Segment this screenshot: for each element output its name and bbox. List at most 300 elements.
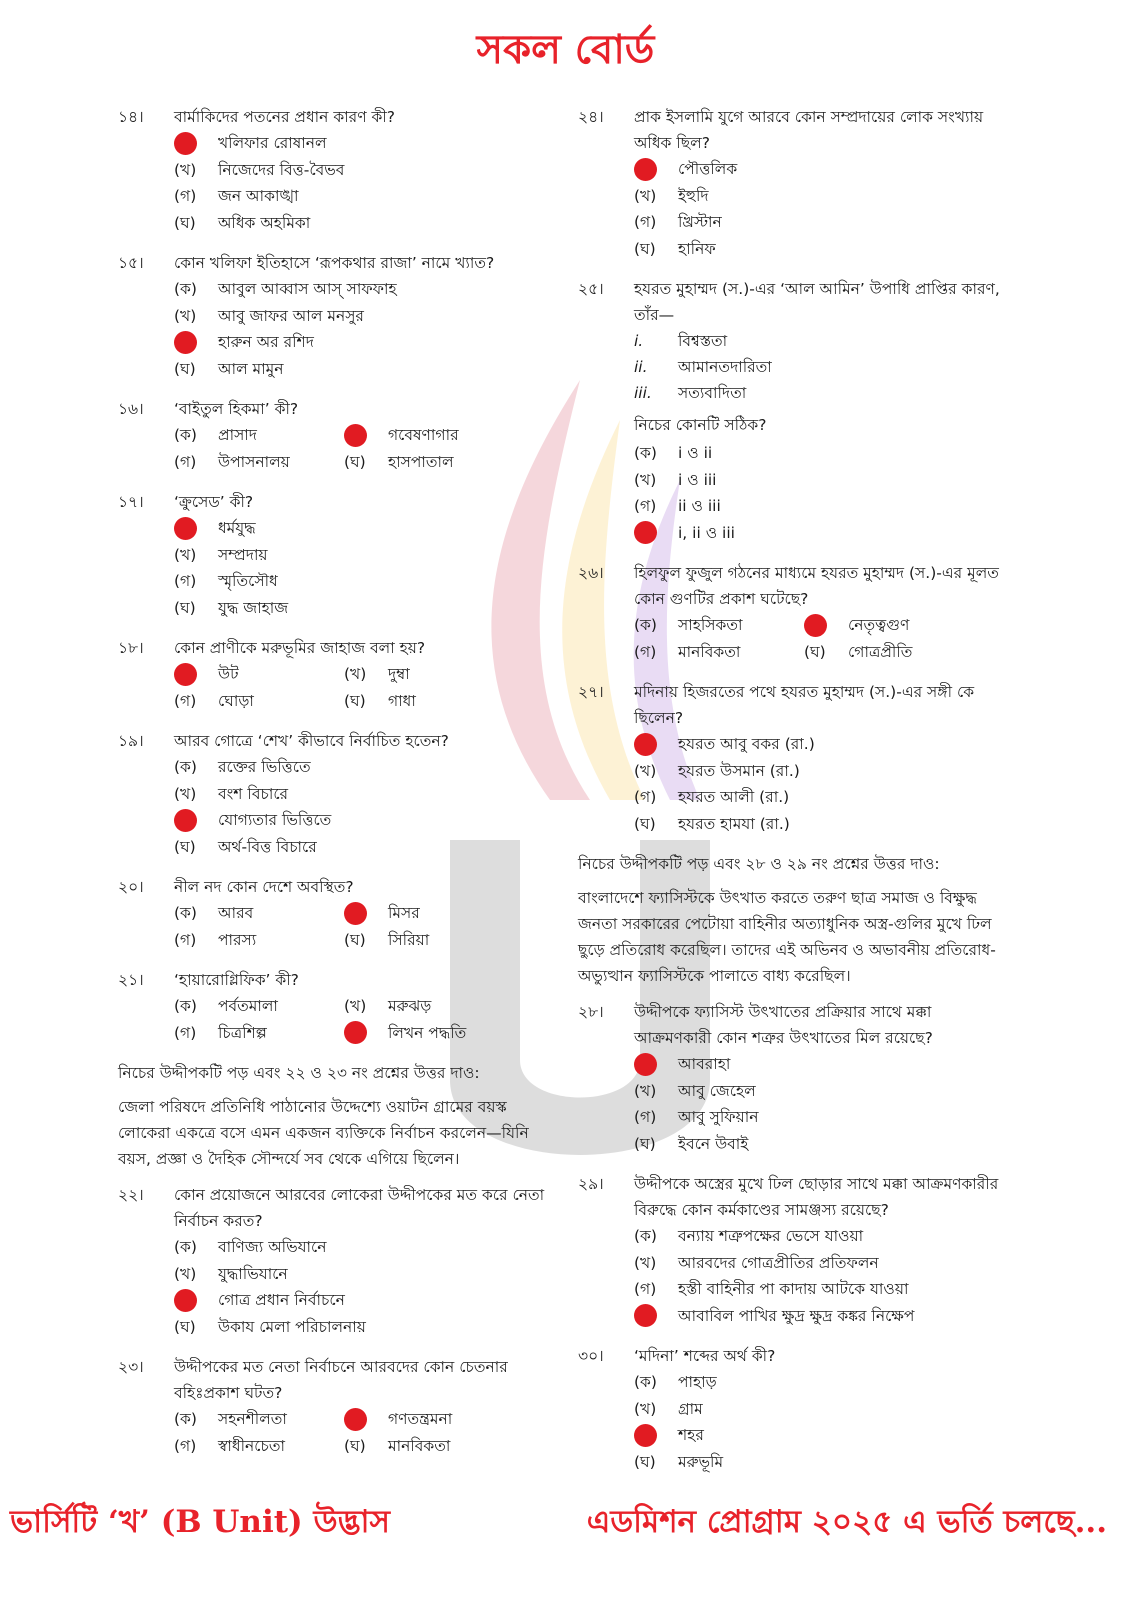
question-number: ২৩। (118, 1358, 144, 1376)
question-block (578, 104, 1008, 262)
question-number: ২৯। (578, 1175, 604, 1193)
question-header (578, 1343, 1008, 1369)
question-header (578, 679, 1008, 731)
option-label: (খ) (174, 306, 197, 325)
question-text: মদিনায় হিজরতের পথে হযরত মুহাম্মদ (স.)-এর সঙ্গী কে ছিলেন? (634, 683, 975, 727)
correct-answer-marker (174, 663, 197, 686)
footer-admission-label: এডমিশন প্রোগ্রাম ২০২৫ এ ভর্তি চলছে... (586, 1504, 1107, 1540)
answer-option[interactable] (634, 731, 1008, 758)
option-label: (খ) (174, 160, 197, 179)
option-label: (ক) (174, 997, 197, 1015)
question-block (118, 1354, 548, 1459)
answer-option[interactable] (174, 807, 548, 834)
question-number: ১৪। (118, 108, 144, 126)
option-label: (গ) (174, 691, 197, 710)
question-header (118, 396, 548, 422)
option-label: (ক) (174, 904, 197, 922)
options-list (578, 1369, 1008, 1475)
option-text: হাসপাতাল (388, 452, 454, 471)
answer-option[interactable] (174, 157, 548, 184)
option-text: বংশ বিচারে (218, 784, 289, 803)
option-text: রক্তের ভিত্তিতে (218, 758, 311, 776)
answer-option[interactable] (634, 183, 1008, 210)
option-text: ইহুদি (678, 186, 709, 205)
question-header (578, 1171, 1008, 1223)
option-text: গোত্রপ্রীতি (848, 642, 913, 661)
correct-answer-marker (344, 902, 367, 925)
page-title: সকল বোর্ড (476, 26, 655, 73)
answer-option[interactable] (174, 688, 344, 715)
answer-option[interactable] (344, 422, 534, 449)
question-block (118, 728, 548, 860)
option-label: (ঘ) (634, 239, 656, 258)
question-text: নীল নদ কোন দেশে অবস্থিত? (174, 878, 354, 896)
answer-option[interactable] (174, 210, 548, 237)
answer-option[interactable] (174, 754, 548, 781)
answer-option[interactable] (174, 834, 548, 861)
option-label: (ক) (174, 758, 197, 776)
question-block (118, 104, 548, 236)
option-label: (ঘ) (344, 691, 366, 710)
answer-option[interactable] (344, 993, 534, 1020)
option-text: খ্রিস্টান (678, 213, 722, 231)
stimulus-instruction: নিচের উদ্দীপকটি পড় এবং ২২ ও ২৩ নং প্রশ্নের উত্তর দাও: (118, 1064, 480, 1082)
correct-answer-marker (174, 1289, 197, 1312)
option-label: (গ) (174, 1436, 197, 1455)
options-list (118, 422, 548, 475)
option-text: আরব (218, 904, 254, 922)
options-list (118, 1234, 548, 1340)
option-label: (গ) (174, 1023, 197, 1042)
answer-option[interactable] (634, 811, 1008, 838)
question-header (118, 1182, 548, 1234)
option-label: (ঘ) (634, 1452, 656, 1471)
correct-answer-marker (174, 517, 197, 540)
answer-option[interactable] (344, 661, 534, 688)
answer-option[interactable] (174, 568, 548, 595)
options-list (118, 661, 548, 714)
answer-option[interactable] (804, 612, 994, 639)
option-label: (গ) (634, 497, 657, 515)
option-text: আরবদের গোত্রপ্রীতির প্রতিফলন (678, 1253, 879, 1272)
answer-option[interactable] (174, 515, 548, 542)
question-number: ১৫। (118, 254, 144, 272)
answer-option[interactable] (344, 900, 534, 927)
option-label: (ক) (634, 444, 657, 462)
question-text: ‘ক্রুসেড’ কী? (174, 493, 254, 511)
option-text: গোত্র প্রধান নির্বাচনে (218, 1291, 345, 1309)
options-list (118, 276, 548, 382)
question-header (118, 728, 548, 754)
answer-option[interactable] (344, 1433, 534, 1460)
option-label: (ঘ) (174, 359, 196, 378)
answer-option[interactable] (634, 639, 804, 666)
answer-option[interactable] (174, 276, 548, 303)
question-text: হযরত মুহাম্মদ (স.)-এর ‘আল আমিন’ উপাধি প্রাপ্তির কারণ, তাঁর— (634, 280, 1000, 324)
question-block (578, 1343, 1008, 1475)
option-text: প্রাসাদ (218, 426, 257, 444)
option-label: (ক) (634, 616, 657, 634)
option-text: লিখন পদ্ধতি (388, 1023, 467, 1042)
options-list (118, 754, 548, 860)
option-text: যুদ্ধ জাহাজ (218, 598, 289, 617)
option-text: উকায মেলা পরিচালনায় (218, 1317, 366, 1336)
option-text: আবুল আব্বাস আস্ সাফফাহ (218, 280, 397, 298)
option-text: আবু জাফর আল মনসুর (218, 306, 364, 325)
question-text: ‘বাইতুল হিকমা’ কী? (174, 400, 299, 418)
option-text: শহর (678, 1426, 704, 1444)
option-label: (গ) (174, 452, 197, 471)
answer-option[interactable] (634, 612, 804, 639)
statement-numeral: i. (634, 332, 644, 350)
question-text: উদ্দীপকের মত নেতা নির্বাচনে আরবদের কোন চেতনার বহিঃপ্রকাশ ঘটত? (174, 1358, 508, 1402)
option-text: পারস্য (218, 930, 257, 949)
option-text: বাণিজ্য অভিযানে (218, 1238, 327, 1256)
option-label: (ঘ) (634, 1134, 656, 1153)
answer-option[interactable] (344, 449, 534, 476)
question-header (118, 635, 548, 661)
option-text: ইবনে উবাই (678, 1134, 749, 1153)
option-text: i, ii ও iii (678, 523, 735, 542)
answer-option[interactable] (174, 900, 344, 927)
correct-answer-marker (344, 1021, 367, 1044)
option-text: বন্যায় শত্রুপক্ষের ভেসে যাওয়া (678, 1227, 864, 1245)
answer-option[interactable] (634, 467, 1008, 494)
option-label: (খ) (634, 186, 657, 205)
question-number: ১৯। (118, 732, 144, 750)
option-label: (গ) (174, 572, 197, 590)
answer-option[interactable] (634, 784, 1008, 811)
correct-answer-marker (344, 1408, 367, 1431)
option-label: (ক) (174, 1238, 197, 1256)
question-block (578, 679, 1008, 837)
option-label: (গ) (634, 788, 657, 806)
answer-option[interactable] (174, 183, 548, 210)
question-header (118, 967, 548, 993)
option-label: (ঘ) (174, 213, 196, 232)
option-label: (ক) (174, 426, 197, 444)
option-text: আবু সুফিয়ান (678, 1108, 759, 1126)
option-label: (গ) (634, 1108, 657, 1126)
option-label: (খ) (174, 545, 197, 564)
question-header (578, 276, 1008, 328)
question-number: ২২। (118, 1186, 144, 1204)
option-label: (ঘ) (344, 452, 366, 471)
option-text: মানবিকতা (388, 1436, 451, 1455)
question-number: ২৫। (578, 280, 604, 298)
answer-option[interactable] (174, 927, 344, 954)
correct-answer-marker (634, 158, 657, 181)
answer-option[interactable] (344, 927, 534, 954)
answer-option[interactable] (804, 639, 994, 666)
question-block (118, 874, 548, 953)
option-text: পাহাড় (678, 1373, 717, 1391)
option-text: মরুভূমি (678, 1452, 724, 1471)
question-number: ২৪। (578, 108, 604, 126)
stimulus-passage: বাংলাদেশে ফ্যাসিস্টকে উৎখাত করতে তরুণ ছাত্র সমাজ ও বিক্ষুদ্ধ জনতা সরকারের পেটোয়া বাহিনীর অত্যাধুনিক অস্ত্র-গুলির মুখে ঢিল ছুড়ে প্রতিরোধ করেছিল। তাদের এই অভিনব ও অভাবনীয় প্রতিরোধ-অভ্যুত্থান ফ্যাসিস্টকে পালাতে বাধ্য করেছিল। (578, 889, 996, 985)
option-text: হযরত আবু বকর (রা.) (678, 735, 815, 753)
question-number: ২৮। (578, 1003, 604, 1021)
question-header (578, 104, 1008, 156)
option-label: (গ) (174, 930, 197, 949)
option-text: চিত্রশিল্প (218, 1023, 267, 1042)
answer-option[interactable] (634, 1104, 1008, 1131)
question-number: ২০। (118, 878, 144, 896)
stimulus-instruction: নিচের উদ্দীপকটি পড় এবং ২৮ ও ২৯ নং প্রশ্নের উত্তর দাও: (578, 855, 940, 873)
question-text: প্রাক ইসলামি যুগে আরবে কোন সম্প্রদায়ের লোক সংখ্যায় অধিক ছিল? (634, 108, 984, 152)
answer-option[interactable] (344, 1020, 534, 1047)
question-block (118, 635, 548, 714)
answer-option[interactable] (174, 449, 344, 476)
option-label: (খ) (634, 761, 657, 780)
answer-option[interactable] (634, 1131, 1008, 1158)
answer-option[interactable] (174, 303, 548, 330)
answer-option[interactable] (634, 209, 1008, 236)
question-text: কোন প্রয়োজনে আরবের লোকেরা উদ্দীপকের মত করে নেতা নির্বাচন করত? (174, 1186, 545, 1230)
option-text: ii ও iii (678, 497, 721, 515)
option-text: গাধা (388, 691, 416, 710)
option-label: (খ) (344, 665, 367, 683)
option-label: (ক) (174, 1410, 197, 1428)
correct-answer-marker (344, 424, 367, 447)
question-block (578, 560, 1008, 665)
option-label: (গ) (634, 213, 657, 231)
option-text: গণতন্ত্রমনা (388, 1410, 453, 1428)
option-text: পর্বতমালা (218, 997, 278, 1015)
answer-option[interactable] (634, 1223, 1008, 1250)
option-text: মিসর (388, 904, 420, 922)
answer-option[interactable] (174, 661, 344, 688)
option-label: (ক) (174, 280, 197, 298)
question-text: কোন প্রাণীকে মরুভূমির জাহাজ বলা হয়? (174, 639, 426, 657)
answer-option[interactable] (174, 781, 548, 808)
option-label: (ঘ) (174, 598, 196, 617)
answer-option[interactable] (634, 440, 1008, 467)
question-block (118, 489, 548, 621)
option-text: ঘোড়া (218, 691, 254, 710)
question-header (118, 250, 548, 276)
option-text: সম্প্রদায় (218, 545, 268, 564)
option-label: (ঘ) (174, 837, 196, 856)
options-list (578, 1223, 1008, 1329)
answer-option[interactable] (344, 688, 534, 715)
question-text: কোন খলিফা ইতিহাসে ‘রূপকথার রাজা’ নামে খ্যাত? (174, 254, 495, 272)
option-text: খলিফার রোষানল (218, 134, 327, 152)
answer-option[interactable] (174, 993, 344, 1020)
answer-option[interactable] (634, 1449, 1008, 1476)
option-text: আল মামুন (218, 359, 284, 378)
option-text: গ্রাম (678, 1399, 703, 1418)
statement-item (634, 328, 1008, 354)
answer-option[interactable] (174, 329, 548, 356)
question-block (118, 396, 548, 475)
option-label: (ঘ) (344, 930, 366, 949)
question-header (118, 1354, 548, 1406)
question-header (118, 874, 548, 900)
question-text: হিলফুল ফুজুল গঠনের মাধ্যমে হযরত মুহাম্মদ (স.)-এর মূলত কোন গুণটির প্রকাশ ঘটেছে? (634, 564, 999, 608)
statement-text: বিশ্বস্ততা (678, 332, 728, 350)
statement-numeral: iii. (634, 384, 652, 402)
answer-option[interactable] (634, 1422, 1008, 1449)
option-label: (গ) (634, 642, 657, 661)
answer-option[interactable] (174, 1314, 548, 1341)
options-list (118, 900, 548, 953)
option-label: (খ) (634, 1081, 657, 1100)
options-list (578, 440, 1008, 546)
question-number: ১৬। (118, 400, 144, 418)
option-text: হযরত হামযা (রা.) (678, 814, 790, 833)
answer-option[interactable] (634, 1396, 1008, 1423)
question-block (118, 967, 548, 1046)
question-block (118, 250, 548, 382)
question-header (118, 104, 548, 130)
option-text: দুম্বা (388, 665, 410, 683)
correct-answer-marker (174, 809, 197, 832)
answer-option[interactable] (174, 1406, 344, 1433)
option-text: হানিফ (678, 239, 716, 258)
option-text: আবরাহা (678, 1055, 731, 1073)
option-label: (ক) (634, 1373, 657, 1391)
question-text: বার্মাকিদের পতনের প্রধান কারণ কী? (174, 108, 396, 126)
answer-option[interactable] (634, 1369, 1008, 1396)
option-text: অধিক অহমিকা (218, 213, 311, 232)
answer-option[interactable] (634, 1250, 1008, 1277)
option-text: সাহসিকতা (678, 616, 743, 634)
answer-option[interactable] (634, 1276, 1008, 1303)
option-text: স্বাধীনচেতা (218, 1436, 286, 1455)
answer-option[interactable] (634, 520, 1008, 547)
statement-numeral: ii. (634, 358, 648, 376)
question-text: উদ্দীপকে অস্ত্রের মুখে ঢিল ছোড়ার সাথে মক্কা আক্রমণকারীর বিরুদ্ধে কোন কর্মকাণ্ডের সামঞ্জস্য রয়েছে? (634, 1175, 999, 1219)
question-text: ‘মদিনা’ শব্দের অর্থ কী? (634, 1347, 776, 1365)
answer-option[interactable] (174, 130, 548, 157)
statement-list (578, 328, 1008, 406)
answer-option[interactable] (174, 1433, 344, 1460)
option-label: (গ) (634, 1280, 657, 1298)
correct-answer-marker (634, 1304, 657, 1327)
statement-text: সত্যবাদিতা (678, 384, 747, 402)
question-number: ১৮। (118, 639, 144, 657)
option-text: গবেষণাগার (388, 426, 459, 444)
option-text: নেতৃত্বগুণ (848, 616, 910, 634)
answer-option[interactable] (634, 1078, 1008, 1105)
answer-option[interactable] (634, 1303, 1008, 1330)
answer-option[interactable] (174, 542, 548, 569)
option-label: (ঘ) (804, 642, 826, 661)
option-text: সহনশীলতা (218, 1410, 287, 1428)
question-number: ১৭। (118, 493, 144, 511)
option-text: সিরিয়া (388, 930, 430, 949)
question-header (118, 489, 548, 515)
option-label: (ক) (634, 1227, 657, 1245)
correct-answer-marker (634, 733, 657, 756)
option-text: উপাসনালয় (218, 452, 290, 471)
sub-question: নিচের কোনটি সঠিক? (634, 416, 767, 434)
options-list (118, 515, 548, 621)
question-header (578, 999, 1008, 1051)
options-list (578, 156, 1008, 262)
options-list (118, 1406, 548, 1459)
answer-option[interactable] (634, 1051, 1008, 1078)
option-text: i ও ii (678, 444, 713, 462)
question-number: ২৬। (578, 564, 604, 582)
correct-answer-marker (174, 331, 197, 354)
option-label: (খ) (634, 1399, 657, 1418)
option-label: (খ) (344, 997, 367, 1015)
option-text: i ও iii (678, 470, 717, 489)
option-text: পৌত্তলিক (678, 160, 738, 178)
option-text: স্মৃতিসৌধ (218, 572, 278, 590)
options-list (118, 993, 548, 1046)
option-text: হযরত উসমান (রা.) (678, 761, 800, 780)
options-list (118, 130, 548, 236)
option-label: (খ) (174, 1264, 197, 1283)
statement-item (634, 380, 1008, 406)
answer-option[interactable] (174, 422, 344, 449)
option-label: (খ) (634, 470, 657, 489)
answer-option[interactable] (344, 1406, 534, 1433)
option-text: উট (218, 665, 239, 683)
options-list (578, 731, 1008, 837)
answer-option[interactable] (174, 1261, 548, 1288)
option-text: মরুঝড় (388, 997, 432, 1015)
correct-answer-marker (634, 521, 657, 544)
answer-option[interactable] (634, 758, 1008, 785)
question-block (578, 276, 1008, 546)
option-text: নিজেদের বিত্ত-বৈভব (218, 160, 345, 179)
right-column (578, 104, 1008, 1489)
option-label: (ঘ) (344, 1436, 366, 1455)
left-column (118, 104, 548, 1473)
question-number: ২৭। (578, 683, 604, 701)
question-block (118, 1182, 548, 1340)
option-label: (গ) (174, 187, 197, 205)
option-label: (ঘ) (634, 814, 656, 833)
option-text: আবু জেহেল (678, 1081, 756, 1100)
answer-option[interactable] (174, 1287, 548, 1314)
correct-answer-marker (634, 1424, 657, 1447)
correct-answer-marker (634, 1053, 657, 1076)
question-block (578, 999, 1008, 1157)
question-text: আরব গোত্রে ‘শেখ’ কীভাবে নির্বাচিত হতেন? (174, 732, 449, 750)
option-text: মানবিকতা (678, 642, 741, 661)
answer-option[interactable] (174, 1234, 548, 1261)
option-text: জন আকাঙ্খা (218, 187, 299, 205)
option-text: আবাবিল পাখির ক্ষুদ্র ক্ষুদ্র কঙ্কর নিক্ষেপ (678, 1306, 915, 1325)
option-text: যোগ্যতার ভিত্তিতে (218, 811, 332, 829)
option-text: ধর্মযুদ্ধ (218, 519, 256, 537)
answer-option[interactable] (634, 493, 1008, 520)
statement-item (634, 354, 1008, 380)
option-label: (খ) (174, 784, 197, 803)
correct-answer-marker (804, 614, 827, 637)
answer-option[interactable] (634, 236, 1008, 263)
footer-unit-label: ভার্সিটি ‘খ’ (B Unit) উদ্ভাস (10, 1504, 390, 1540)
option-label: (খ) (634, 1253, 657, 1272)
question-number: ৩০। (578, 1347, 604, 1365)
option-text: হারুন অর রশিদ (218, 333, 314, 351)
answer-option[interactable] (634, 156, 1008, 183)
option-text: হযরত আলী (রা.) (678, 788, 790, 806)
options-list (578, 1051, 1008, 1157)
statement-text: আমানতদারিতা (678, 358, 772, 376)
stimulus-passage: জেলা পরিষদে প্রতিনিধি পাঠানোর উদ্দেশ্যে ওয়াটন গ্রামের বয়স্ক লোকেরা একত্রে বসে এমন একজন ব্যক্তিকে নির্বাচন করলেন—যিনি বয়স, প্রজ্ঞা ও দৈহিক সৌন্দর্যে সব থেকে এগিয়ে ছিলেন। (118, 1098, 529, 1168)
answer-option[interactable] (174, 595, 548, 622)
answer-option[interactable] (174, 1020, 344, 1047)
question-block (578, 1171, 1008, 1329)
answer-option[interactable] (174, 356, 548, 383)
options-list (578, 612, 1008, 665)
